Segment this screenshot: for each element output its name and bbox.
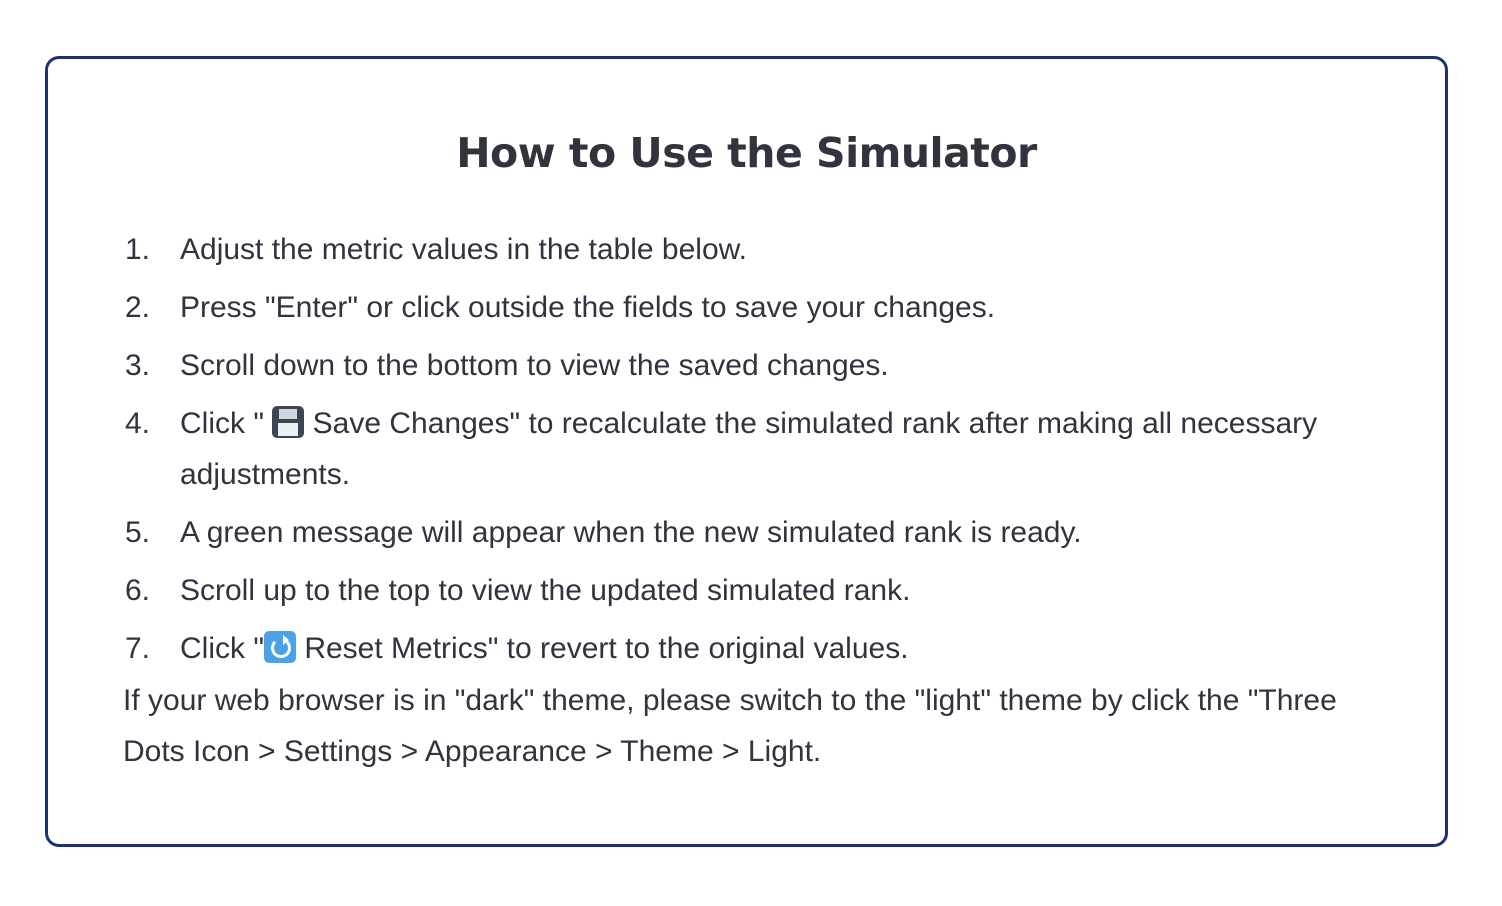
step-text: Scroll up to the top to view the updated simulated rank. bbox=[180, 574, 911, 607]
step-text-after: Reset Metrics" to revert to the original values. bbox=[295, 632, 909, 665]
step-number: 5. bbox=[125, 516, 151, 549]
step-number: 2. bbox=[125, 291, 151, 324]
list-item bbox=[123, 565, 1423, 616]
list-item bbox=[123, 282, 1423, 333]
floppy-disk-icon bbox=[272, 406, 304, 438]
step-text: Press "Enter" or click outside the fields to save your changes. bbox=[180, 291, 996, 324]
step-text-before: Click " bbox=[180, 407, 273, 440]
list-item bbox=[123, 623, 1423, 674]
reset-arrows-icon bbox=[264, 631, 296, 663]
step-text: Adjust the metric values in the table below. bbox=[180, 233, 747, 266]
step-text-before: Click " bbox=[180, 632, 264, 665]
list-item bbox=[123, 507, 1423, 558]
step-number: 6. bbox=[125, 574, 151, 607]
step-text: A green message will appear when the new simulated rank is ready. bbox=[180, 516, 1082, 549]
step-number: 1. bbox=[125, 233, 151, 266]
list-item bbox=[123, 398, 1423, 500]
instructions-list bbox=[123, 224, 1423, 681]
step-number: 3. bbox=[125, 349, 151, 382]
list-item bbox=[123, 340, 1423, 391]
instructions-card bbox=[45, 56, 1448, 847]
instructions-title: How to Use the Simulator bbox=[456, 129, 1037, 177]
theme-note: If your web browser is in "dark" theme, please switch to the "light" theme by click the "Three Dots Icon > Settings > Appearance > Theme > Light. bbox=[123, 684, 1337, 768]
step-number: 7. bbox=[125, 632, 151, 665]
step-text: Scroll down to the bottom to view the saved changes. bbox=[180, 349, 889, 382]
list-item bbox=[123, 224, 1423, 275]
step-text-after: Save Changes" to recalculate the simulated rank after making all necessary adjustments. bbox=[180, 407, 1318, 491]
step-number: 4. bbox=[125, 407, 151, 440]
